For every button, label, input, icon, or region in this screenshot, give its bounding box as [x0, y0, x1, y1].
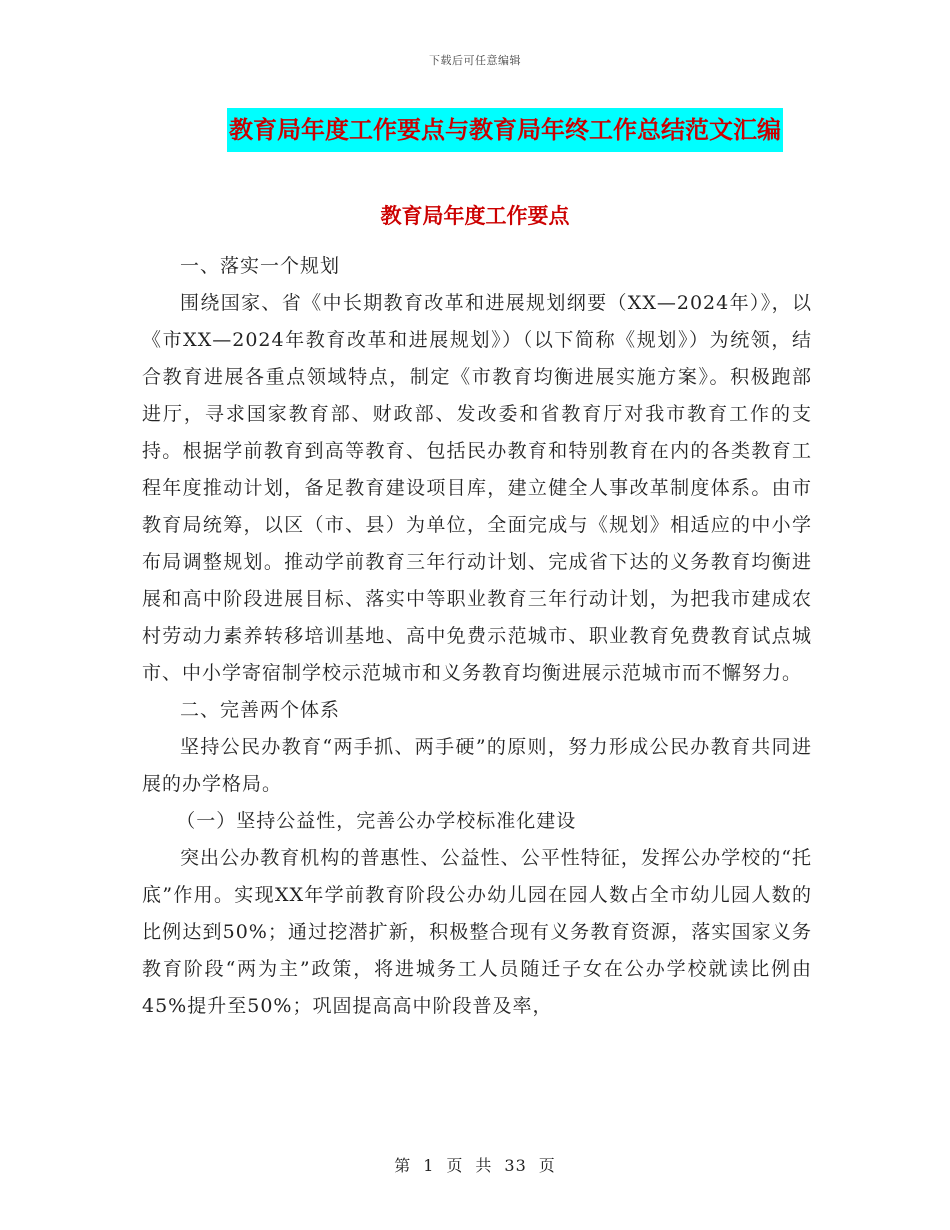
document-title: 教育局年度工作要点与教育局年终工作总结范文汇编 — [227, 108, 783, 152]
heading-plan: 一、落实一个规划 — [180, 255, 341, 277]
total-pages: 33 — [504, 1156, 527, 1175]
subheading-public-welfare: （一）坚持公益性，完善公办学校标准化建设 — [176, 810, 577, 832]
page-label-mid: 页 — [446, 1156, 464, 1175]
page-label-prefix: 第 — [394, 1156, 412, 1175]
page-footer — [0, 1153, 950, 1176]
header-note: 下载后可任意编辑 — [429, 54, 521, 67]
paragraph-systems: 坚持公民办教育“两手抓、两手硬”的原则，努力形成公民办教育共同进展的办学格局。 — [142, 736, 812, 795]
total-label: 共 — [475, 1156, 493, 1175]
paragraph-plan: 围绕国家、省《中长期教育改革和进展规划纲要（XX—2024年）》，以《市XX—2024年教育改革和进展规划》）（以下简称《规划》）为统领，结合教育进展各重点领域特点，制定《市教育均衡进展实施方案》。积极跑部进厅，寻求国家教育部、财政部、发改委和省教育厅对我市教育工作的支持。根据学前教育到高等教育、包括民办教育和特别教育在内的各类教育工程年度推动计划，备足教育建设项目库，建立健全人事改革制度体系。由市教育局统筹，以区（市、县）为单位，全面完成与《规划》相适应的中小学布局调整规划。推动学前教育三年行动计划、完成省下达的义务教育均衡进展和高中阶段进展目标、落实中等职业教育三年行动计划，为把我市建成农村劳动力素养转移培训基地、高中免费示范城市、职业教育免费教育试点城市、中小学寄宿制学校示范城市和义务教育均衡进展示范城市而不懈努力。 — [142, 292, 812, 684]
document-body — [142, 248, 812, 1025]
heading-systems: 二、完善两个体系 — [180, 699, 341, 721]
document-title-wrapper — [0, 108, 950, 152]
paragraph-public-schools: 突出公办教育机构的普惠性、公益性、公平性特征，发挥公办学校的“托底”作用。实现XX年学前教育阶段公办幼儿园在园人数占全市幼儿园人数的比例达到50%；通过挖潜扩新，积极整合现有义务教育资源，落实国家义务教育阶段“两为主”政策，将进城务工人员随迁子女在公办学校就读比例由45%提升至50%；巩固提高高中阶段普及率， — [142, 847, 812, 1017]
page-label-suffix: 页 — [538, 1156, 556, 1175]
page-number: 1 — [423, 1156, 435, 1175]
section-title: 教育局年度工作要点 — [380, 204, 570, 228]
